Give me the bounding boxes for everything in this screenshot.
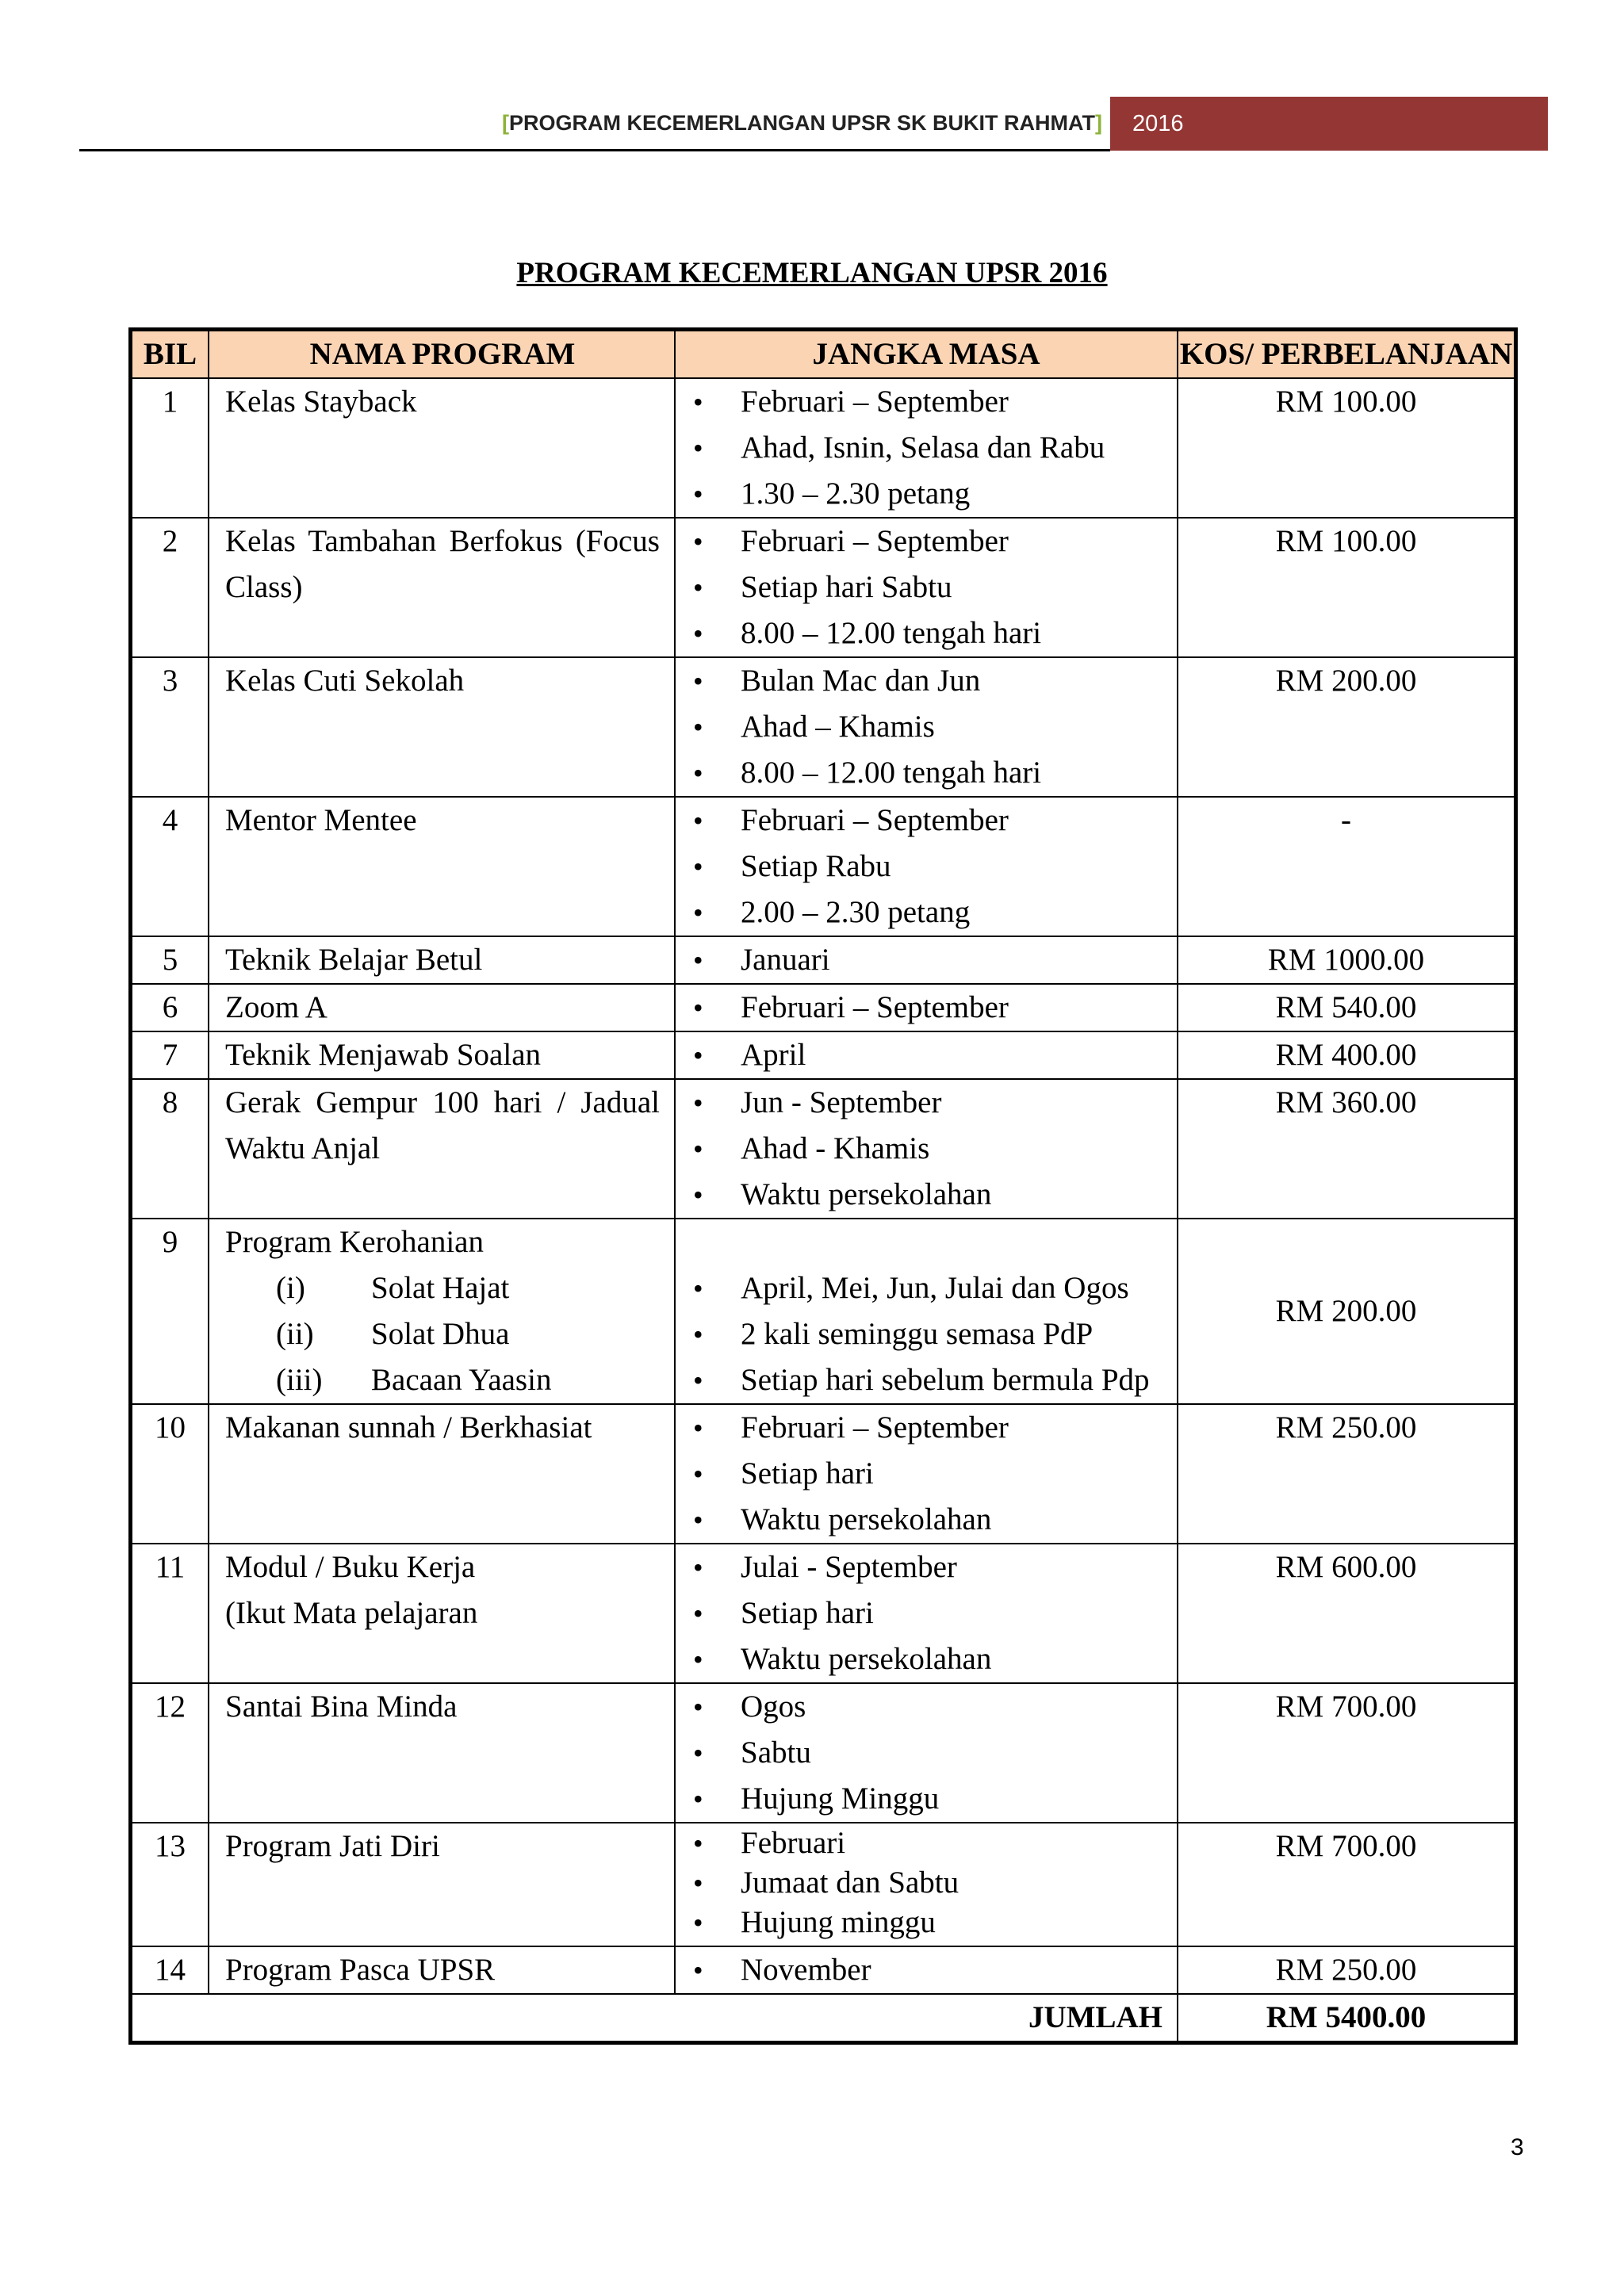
program-cost: RM 100.00 <box>1178 518 1516 657</box>
table-row <box>131 797 1516 936</box>
program-schedule <box>675 518 1178 657</box>
row-number: 3 <box>131 657 209 797</box>
header-close-bracket: ] <box>1095 111 1102 135</box>
schedule-item: • Ogos <box>676 1684 1177 1730</box>
program-schedule <box>675 1683 1178 1823</box>
schedule-item: • Setiap Rabu <box>676 844 1177 890</box>
row-number: 6 <box>131 984 209 1031</box>
program-schedule <box>675 1079 1178 1219</box>
schedule-item: • Bulan Mac dan Jun <box>676 658 1177 704</box>
table-row <box>131 518 1516 657</box>
header-year-box: 2016 <box>1110 97 1548 151</box>
program-cost: RM 250.00 <box>1178 1946 1516 1994</box>
row-number: 10 <box>131 1404 209 1544</box>
header-rule <box>79 149 1110 151</box>
schedule-item: • Februari – September <box>676 1405 1177 1451</box>
schedule-item: • Sabtu <box>676 1730 1177 1776</box>
row-number: 12 <box>131 1683 209 1823</box>
program-name-note: (Ikut Mata pelajaran <box>225 1596 478 1630</box>
schedule-item: • Januari <box>676 937 1177 983</box>
schedule-item: • Waktu persekolahan <box>676 1172 1177 1218</box>
schedule-item: • Ahad, Isnin, Selasa dan Rabu <box>676 425 1177 471</box>
row-number: 8 <box>131 1079 209 1219</box>
table-row <box>131 1219 1516 1404</box>
program-schedule <box>675 797 1178 936</box>
program-name: Program Jati Diri <box>209 1823 675 1946</box>
schedule-item: • 8.00 – 12.00 tengah hari <box>676 610 1177 656</box>
program-name: Santai Bina Minda <box>209 1683 675 1823</box>
schedule-item: • 8.00 – 12.00 tengah hari <box>676 750 1177 796</box>
table-row <box>131 1079 1516 1219</box>
total-label: JUMLAH <box>131 1994 1178 2043</box>
header-kos: KOS/ PERBELANJAAN <box>1178 330 1516 379</box>
sub-program-number: (iii) <box>276 1363 323 1397</box>
program-cost: RM 200.00 <box>1178 657 1516 797</box>
sub-program-name: Solat Dhua <box>371 1317 510 1351</box>
program-cost: RM 700.00 <box>1178 1683 1516 1823</box>
program-cost: RM 100.00 <box>1178 378 1516 518</box>
schedule-item: • April <box>676 1032 1177 1078</box>
program-name-cell <box>209 1219 675 1404</box>
sub-program <box>225 1311 660 1357</box>
schedule-item: • 2 kali seminggu semasa PdP <box>676 1311 1177 1357</box>
table-row <box>131 378 1516 518</box>
schedule-item: • Februari – September <box>676 379 1177 425</box>
page-number: 3 <box>1511 2134 1524 2160</box>
row-number: 7 <box>131 1031 209 1079</box>
schedule-item: • 1.30 – 2.30 petang <box>676 471 1177 517</box>
schedule-item: • Ahad - Khamis <box>676 1126 1177 1172</box>
row-number: 9 <box>131 1219 209 1404</box>
schedule-item: • Februari – September <box>676 985 1177 1031</box>
program-name: Mentor Mentee <box>209 797 675 936</box>
program-schedule <box>675 1219 1178 1404</box>
row-number: 4 <box>131 797 209 936</box>
schedule-item: • 2.00 – 2.30 petang <box>676 890 1177 936</box>
table-row <box>131 936 1516 984</box>
program-schedule <box>675 378 1178 518</box>
program-cost: RM 600.00 <box>1178 1544 1516 1683</box>
running-header <box>444 111 1102 136</box>
program-name: Gerak Gempur 100 hari / Jadual Waktu Anjal <box>209 1079 675 1219</box>
program-cost: RM 250.00 <box>1178 1404 1516 1544</box>
table-row <box>131 1404 1516 1544</box>
schedule-item: • Februari – September <box>676 798 1177 844</box>
table-header-row <box>131 330 1516 379</box>
table-row <box>131 1946 1516 1994</box>
header-open-bracket: [ <box>502 111 509 135</box>
row-number: 2 <box>131 518 209 657</box>
schedule-item: • Hujung Minggu <box>676 1776 1177 1822</box>
row-number: 5 <box>131 936 209 984</box>
row-number: 1 <box>131 378 209 518</box>
sub-program <box>225 1357 660 1403</box>
sub-program-number: (ii) <box>276 1317 314 1351</box>
total-value: RM 5400.00 <box>1178 1994 1516 2043</box>
program-name: Makanan sunnah / Berkhasiat <box>209 1404 675 1544</box>
program-cost: RM 360.00 <box>1178 1079 1516 1219</box>
program-cost: RM 1000.00 <box>1178 936 1516 984</box>
header-nama-program: NAMA PROGRAM <box>209 330 675 379</box>
program-schedule <box>675 984 1178 1031</box>
program-name: Teknik Menjawab Soalan <box>209 1031 675 1079</box>
program-name: Kelas Cuti Sekolah <box>209 657 675 797</box>
program-schedule <box>675 1823 1178 1946</box>
schedule-item: • Waktu persekolahan <box>676 1497 1177 1543</box>
program-name-cell <box>209 1544 675 1683</box>
header-title: PROGRAM KECEMERLANGAN UPSR SK BUKIT RAHMAT <box>509 111 1095 135</box>
schedule-item: • Setiap hari <box>676 1590 1177 1636</box>
program-table <box>128 327 1518 2045</box>
program-name: Kelas Stayback <box>209 378 675 518</box>
schedule-item: • Hujung minggu <box>676 1903 1177 1942</box>
program-cost: RM 400.00 <box>1178 1031 1516 1079</box>
program-schedule <box>675 1544 1178 1683</box>
document-title: PROGRAM KECEMERLANGAN UPSR 2016 <box>516 257 1108 289</box>
program-schedule <box>675 1946 1178 1994</box>
schedule-item: • Februari – September <box>676 519 1177 564</box>
row-number: 14 <box>131 1946 209 1994</box>
table-row <box>131 1683 1516 1823</box>
schedule-item: • Jumaat dan Sabtu <box>676 1863 1177 1903</box>
program-schedule <box>675 936 1178 984</box>
row-number: 11 <box>131 1544 209 1683</box>
program-name: Teknik Belajar Betul <box>209 936 675 984</box>
program-schedule <box>675 1404 1178 1544</box>
program-name: Program Pasca UPSR <box>209 1946 675 1994</box>
sub-program-name: Bacaan Yaasin <box>371 1363 552 1397</box>
program-cost: RM 540.00 <box>1178 984 1516 1031</box>
schedule-item: • Jun - September <box>676 1080 1177 1126</box>
schedule-item: • Setiap hari Sabtu <box>676 564 1177 610</box>
schedule-item: • Setiap hari <box>676 1451 1177 1497</box>
table-row <box>131 984 1516 1031</box>
schedule-item: • Setiap hari sebelum bermula Pdp <box>676 1357 1177 1403</box>
program-cost: RM 700.00 <box>1178 1823 1516 1946</box>
program-name: Zoom A <box>209 984 675 1031</box>
sub-program-number: (i) <box>276 1271 305 1305</box>
schedule-item: • Waktu persekolahan <box>676 1636 1177 1682</box>
program-name: Program Kerohanian <box>225 1225 484 1259</box>
program-schedule <box>675 1031 1178 1079</box>
sub-program <box>225 1265 660 1311</box>
program-name: Modul / Buku Kerja <box>225 1550 476 1584</box>
header-jangka-masa: JANGKA MASA <box>675 330 1178 379</box>
program-cost: RM 200.00 <box>1178 1219 1516 1404</box>
program-cost: - <box>1178 797 1516 936</box>
schedule-item: • Ahad – Khamis <box>676 704 1177 750</box>
schedule-item: • Februari <box>676 1823 1177 1863</box>
schedule-item: • November <box>676 1947 1177 1993</box>
row-number: 13 <box>131 1823 209 1946</box>
schedule-item: • April, Mei, Jun, Julai dan Ogos <box>676 1265 1177 1311</box>
table-row <box>131 657 1516 797</box>
program-schedule <box>675 657 1178 797</box>
total-row <box>131 1994 1516 2043</box>
table-row <box>131 1544 1516 1683</box>
header-bil: BIL <box>131 330 209 379</box>
program-name: Kelas Tambahan Berfokus (Focus Class) <box>209 518 675 657</box>
table-row <box>131 1823 1516 1946</box>
table-row <box>131 1031 1516 1079</box>
sub-program-name: Solat Hajat <box>371 1271 510 1305</box>
schedule-item: • Julai - September <box>676 1544 1177 1590</box>
